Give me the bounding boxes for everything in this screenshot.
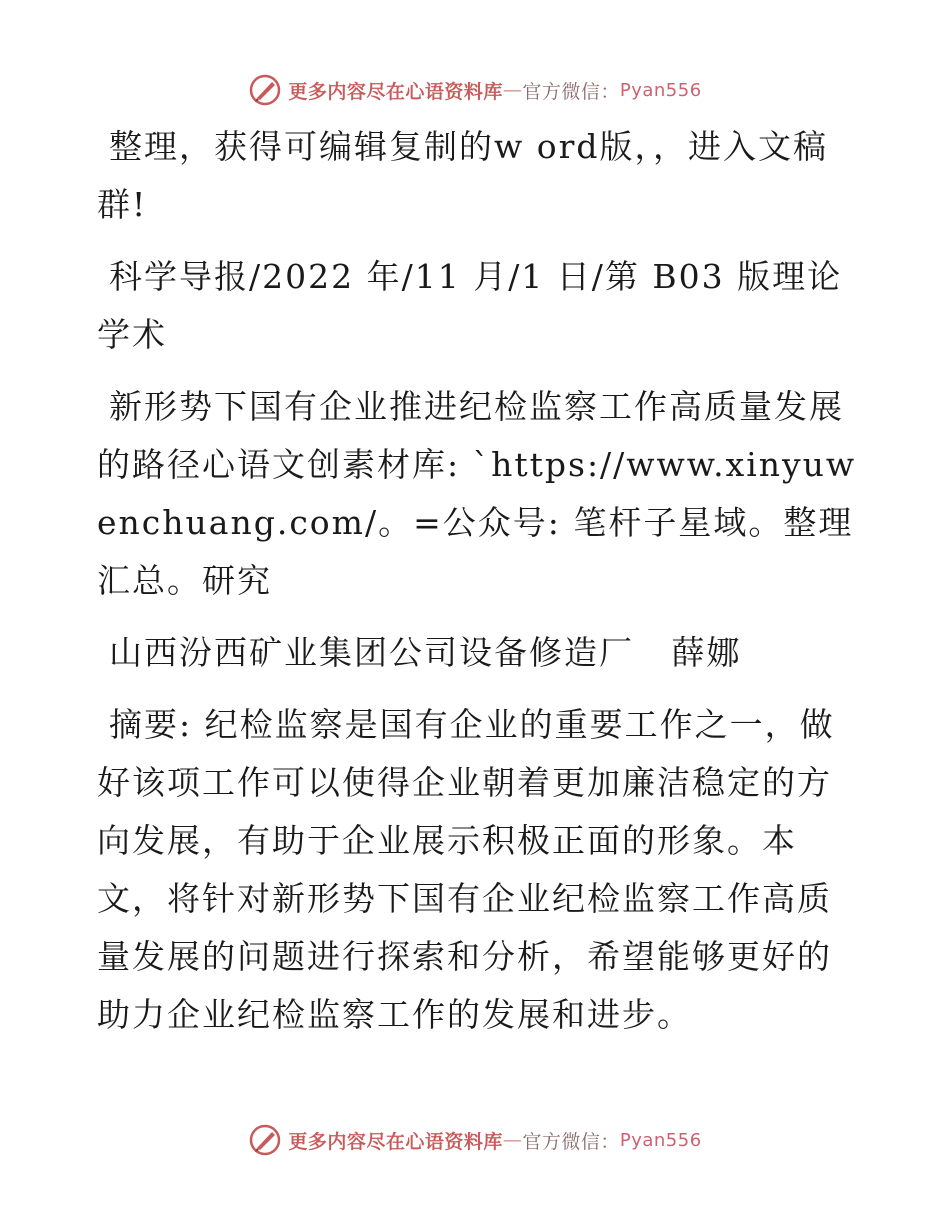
watermark-separator: — bbox=[502, 1129, 523, 1151]
watermark-prefix: 更多内容尽在心语资料库 bbox=[288, 80, 503, 103]
watermark-id: Pyan556 bbox=[619, 79, 702, 101]
header-watermark bbox=[0, 70, 950, 110]
watermark-label: 官方微信： bbox=[522, 1130, 620, 1153]
footer-watermark bbox=[0, 1120, 950, 1160]
author-line: 山西汾西矿业集团公司设备修造厂 薛娜 bbox=[109, 633, 742, 672]
watermark-label: 官方微信： bbox=[522, 80, 620, 103]
pen-logo-icon bbox=[248, 1123, 282, 1157]
notice-paragraph: 整理，获得可编辑复制的w ord版，，进入文稿群! bbox=[97, 127, 829, 224]
article-title: 新形势下国有企业推进纪检监察工作高质量发展的路径心语文创素材库: `https://www.xinyuwenchuang.com/。=公众号: 笔杆子星域。整理汇总。研究 bbox=[97, 387, 857, 600]
pen-logo-icon bbox=[248, 73, 282, 107]
abstract-paragraph: 摘要: 纪检监察是国有企业的重要工作之一，做好该项工作可以使得企业朝着更加廉洁稳定的方向发展，有助于企业展示积极正面的形象。本文，将针对新形势下国有企业纪检监察工作高质量发展的问题进行探索和分析，希望能够更好的助力企业纪检监察工作的发展和进步。 bbox=[97, 705, 835, 1034]
watermark-prefix: 更多内容尽在心语资料库 bbox=[288, 1130, 503, 1153]
document-body bbox=[97, 118, 857, 1058]
watermark-separator: — bbox=[502, 79, 523, 101]
source-line: 科学导报/2022 年/11 月/1 日/第 B03 版理论学术 bbox=[97, 257, 843, 354]
watermark-id: Pyan556 bbox=[619, 1129, 702, 1151]
